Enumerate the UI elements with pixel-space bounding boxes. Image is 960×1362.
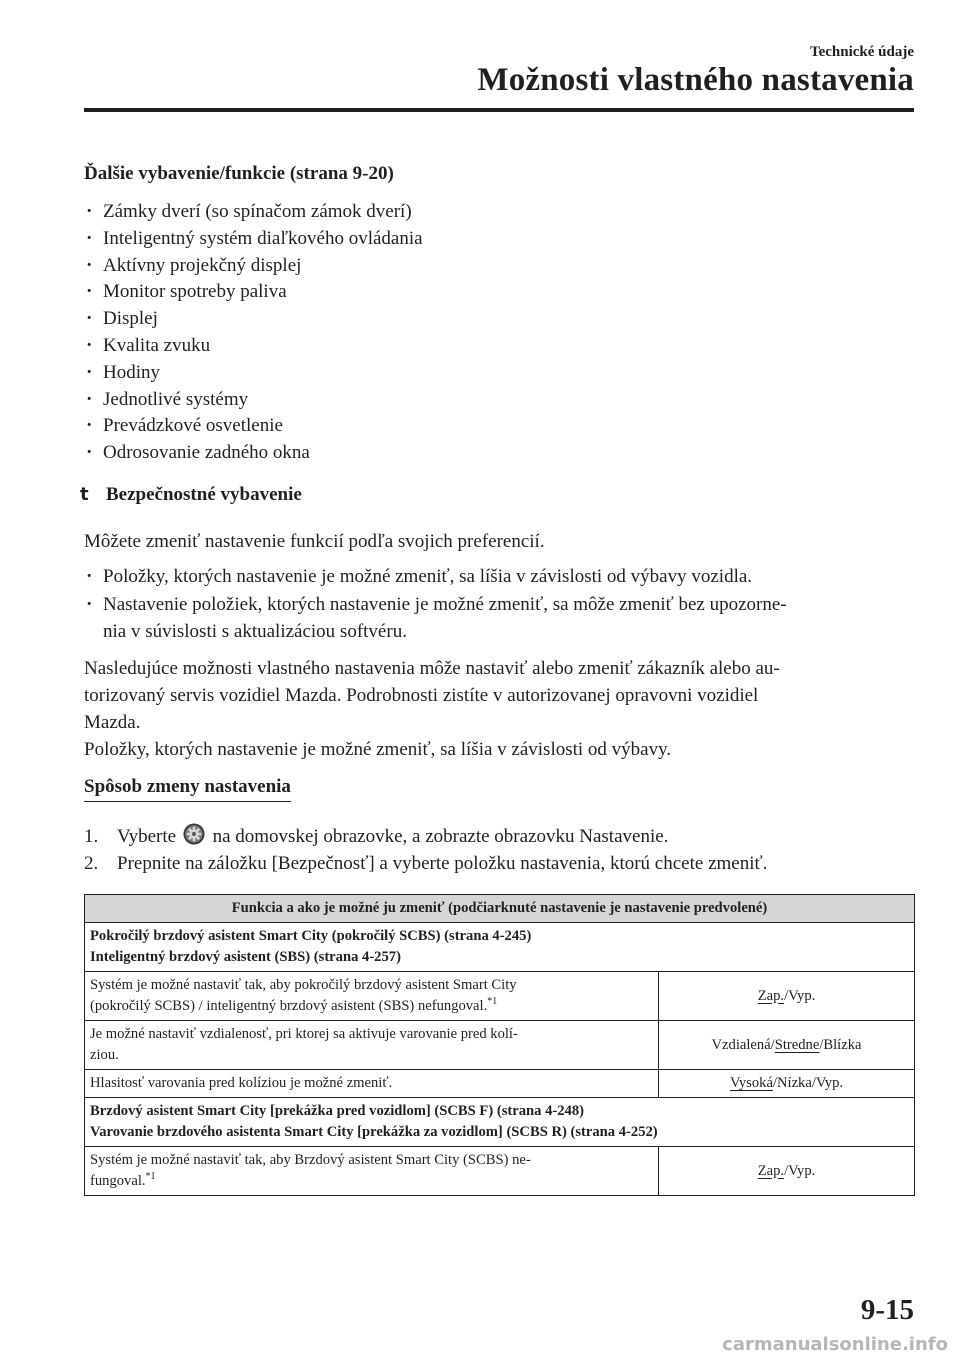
row-3-rest: /Nízka/Vyp. bbox=[772, 1075, 844, 1091]
header-section: Technické údaje bbox=[809, 44, 914, 60]
step-1-number: 1. bbox=[84, 826, 99, 847]
row-2-function bbox=[85, 1021, 659, 1070]
safety-bullet-2-text: Nastavenie položiek, ktorých nastavenie je možné zmeniť, sa môže zmeniť bez upozorne- bbox=[103, 594, 787, 615]
bullet-dot: · bbox=[86, 566, 93, 587]
list-item-text: Prevádzkové osvetlenie bbox=[103, 415, 283, 437]
list-item bbox=[86, 333, 423, 360]
row-3-default: Vysoká bbox=[729, 1075, 773, 1091]
safety-heading-text: Bezpečnostné vybavenie bbox=[106, 484, 302, 505]
row-2-options bbox=[659, 1021, 915, 1070]
list-item bbox=[86, 226, 423, 253]
settings-gear-icon bbox=[183, 823, 205, 845]
row-4-rest: /Vyp. bbox=[784, 1162, 816, 1179]
table-row bbox=[85, 972, 915, 1021]
header-rule bbox=[84, 108, 914, 112]
list-item bbox=[86, 413, 423, 440]
safety-bullet-2 bbox=[86, 591, 787, 618]
list-item-text: Inteligentný systém diaľkového ovládania bbox=[103, 227, 423, 249]
page-title: Možnosti vlastného nastavenia bbox=[477, 62, 914, 98]
table-group-row bbox=[85, 923, 915, 972]
table-header-row bbox=[85, 895, 915, 923]
list-item bbox=[86, 253, 423, 280]
watermark: carmanualsonline.info bbox=[722, 1334, 948, 1355]
table-row bbox=[85, 1070, 915, 1098]
table-row bbox=[85, 1147, 915, 1196]
list-item-text: Jednotlivé systémy bbox=[103, 388, 249, 410]
row-1-function bbox=[85, 972, 659, 1021]
list-item-text: Monitor spotreby paliva bbox=[103, 281, 287, 303]
safety-heading bbox=[80, 484, 302, 506]
customization-para-2: torizovaný servis vozidiel Mazda. Podrobnosti zistíte v autorizovanej opravovni vozidiel bbox=[84, 685, 759, 706]
list-item-text: Aktívny projekčný displej bbox=[103, 254, 302, 276]
other-features-heading: Ďalšie vybavenie/funkcie (strana 9-20) bbox=[84, 163, 394, 184]
customization-para-1: Nasledujúce možnosti vlastného nastavenia môže nastaviť alebo zmeniť zákazník alebo au- bbox=[84, 658, 780, 679]
step-1-post: na domovskej obrazovke, a zobrazte obrazovku Nastavenie. bbox=[212, 826, 669, 847]
safety-bullet-1 bbox=[86, 563, 752, 590]
table-group-2 bbox=[85, 1098, 915, 1147]
other-features-list bbox=[86, 199, 423, 467]
group-1-line-2: Inteligentný brzdový asistent (SBS) (strana 4-257) bbox=[90, 949, 401, 965]
list-item-text: Kvalita zvuku bbox=[103, 334, 211, 356]
row-4-footnote: *1 bbox=[145, 1171, 156, 1183]
bullet-dot: · bbox=[86, 254, 93, 276]
row-2-line-2: ziou. bbox=[90, 1047, 119, 1063]
bullet-dot: · bbox=[86, 334, 93, 356]
row-1-default: Zap. bbox=[757, 987, 785, 1004]
group-2-line-2: Varovanie brzdového asistenta Smart City [prekážka za vozidlom] (SCBS R) (strana 4-252) bbox=[90, 1124, 658, 1140]
table-group-1 bbox=[85, 923, 915, 972]
row-2-pre: Vzdialená/ bbox=[711, 1036, 775, 1053]
bullet-dot: · bbox=[86, 308, 93, 330]
bullet-dot: · bbox=[86, 201, 93, 222]
safety-bullet-1-text: Položky, ktorých nastavenie je možné zmeniť, sa líšia v závislosti od výbavy vozidla. bbox=[103, 566, 753, 587]
page-number: 9-15 bbox=[860, 1294, 914, 1326]
row-1-line-2: (pokročilý SCBS) / inteligentný brzdový asistent (SBS) nefungoval. bbox=[90, 998, 488, 1014]
bullet-dot: · bbox=[86, 361, 93, 383]
step-2 bbox=[84, 850, 767, 877]
row-3-function: Hlasitosť varovania pred kolíziou je možné zmeniť. bbox=[85, 1070, 659, 1098]
list-item bbox=[86, 387, 423, 414]
row-4-line-2: fungoval. bbox=[90, 1173, 146, 1189]
bullet-dot: · bbox=[86, 227, 93, 249]
list-item bbox=[86, 440, 423, 467]
list-item-text: Zámky dverí (so spínačom zámok dverí) bbox=[103, 201, 412, 222]
list-item bbox=[86, 279, 423, 306]
customization-para-3: Mazda. bbox=[84, 712, 141, 733]
change-method-heading: Spôsob zmeny nastavenia bbox=[84, 776, 291, 802]
list-item-text: Displej bbox=[103, 308, 158, 330]
step-2-number: 2. bbox=[84, 853, 99, 874]
step-1 bbox=[84, 823, 668, 850]
bullet-dot: · bbox=[86, 388, 93, 410]
row-4-line-1: Systém je možné nastaviť tak, aby Brzdový asistent Smart City (SCBS) ne- bbox=[90, 1152, 531, 1168]
row-1-footnote: *1 bbox=[487, 996, 498, 1008]
list-item-text: Hodiny bbox=[103, 361, 160, 383]
bullet-dot: · bbox=[86, 442, 93, 464]
bullet-dot: · bbox=[86, 594, 93, 615]
row-1-rest: /Vyp. bbox=[784, 987, 816, 1004]
row-4-function bbox=[85, 1147, 659, 1196]
row-2-default: Stredne bbox=[774, 1036, 820, 1053]
bullet-dot: · bbox=[86, 415, 93, 437]
safety-bullet-2-cont: nia v súvislosti s aktualizáciou softvéru. bbox=[103, 621, 407, 642]
row-2-line-1: Je možné nastaviť vzdialenosť, pri ktorej sa aktivuje varovanie pred kolí- bbox=[90, 1026, 518, 1042]
row-1-line-1: Systém je možné nastaviť tak, aby pokročilý brzdový asistent Smart City bbox=[90, 977, 517, 993]
row-4-default: Zap. bbox=[757, 1162, 785, 1179]
row-1-options bbox=[659, 972, 915, 1021]
row-2-rest: /Blízka bbox=[819, 1036, 862, 1053]
group-2-line-1: Brzdový asistent Smart City [prekážka pred vozidlom] (SCBS F) (strana 4-248) bbox=[90, 1103, 584, 1119]
row-3-options bbox=[659, 1070, 915, 1098]
list-item bbox=[86, 306, 423, 333]
table-header: Funkcia a ako je možné ju zmeniť (podčiarknuté nastavenie je nastavenie predvolené) bbox=[85, 895, 915, 923]
table-group-row bbox=[85, 1098, 915, 1147]
bullet-dot: · bbox=[86, 281, 93, 303]
section-marker-icon: t bbox=[80, 484, 89, 505]
group-1-line-1: Pokročilý brzdový asistent Smart City (pokročilý SCBS) (strana 4-245) bbox=[90, 928, 532, 944]
settings-table bbox=[84, 894, 915, 1196]
list-item bbox=[86, 360, 423, 387]
customization-para-4: Položky, ktorých nastavenie je možné zmeniť, sa líšia v závislosti od výbavy. bbox=[84, 739, 672, 760]
step-2-text: Prepnite na záložku [Bezpečnosť] a vyberte položku nastavenia, ktorú chcete zmeniť. bbox=[117, 853, 768, 874]
list-item-text: Odrosovanie zadného okna bbox=[103, 442, 310, 464]
table-row bbox=[85, 1021, 915, 1070]
row-4-options bbox=[659, 1147, 915, 1196]
safety-intro: Môžete zmeniť nastavenie funkcií podľa svojich preferencií. bbox=[84, 531, 545, 552]
list-item bbox=[86, 199, 423, 226]
step-1-pre: Vyberte bbox=[117, 826, 177, 847]
